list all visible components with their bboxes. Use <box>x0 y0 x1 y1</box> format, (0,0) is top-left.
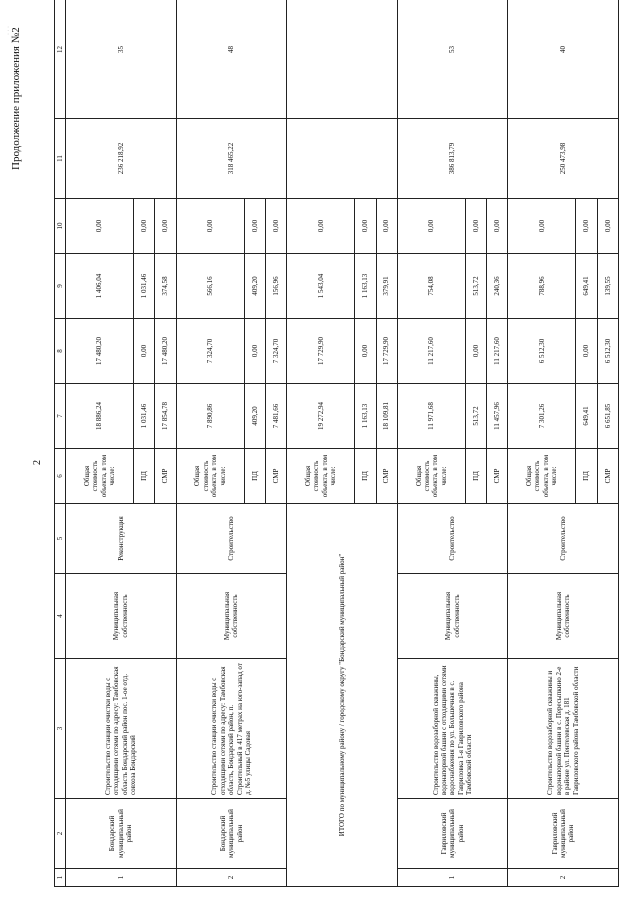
value-cell: 17 729,90 <box>376 319 397 384</box>
value-cell: 0,00 <box>355 319 376 384</box>
value-cell: 0,00 <box>576 319 597 384</box>
object-cell: Строительство водозаборной скважины и водонапорной башни в с. Пересыпкино 2-е в районе ул. Пентелевская д. 181 Гавриловского района Тамбовской области <box>508 659 619 799</box>
data-table <box>54 0 619 887</box>
col-num: 7 <box>55 384 66 449</box>
value-cell: 17 729,90 <box>287 319 355 384</box>
value-cell: 7 301,26 <box>508 384 576 449</box>
cost-type-cell: Общая стоимость объекта, в том числе: <box>397 449 465 504</box>
value-cell: 409,20 <box>244 384 265 449</box>
work-type-cell: Строительство <box>176 504 287 574</box>
ownership-cell: Муниципальная собственность <box>176 574 287 659</box>
row-number: 1 <box>66 869 177 887</box>
value-cell: 6 651,85 <box>597 384 618 449</box>
row-number: 1 <box>397 869 508 887</box>
value-cell: 379,91 <box>376 254 397 319</box>
empty-cell <box>287 119 398 199</box>
work-type-cell: Строительство <box>397 504 508 574</box>
cost-type-cell: СМР <box>265 449 286 504</box>
value-cell: 18 109,81 <box>376 384 397 449</box>
value-cell: 566,16 <box>176 254 244 319</box>
column-number-row <box>55 0 66 887</box>
value-cell: 0,00 <box>465 199 486 254</box>
appendix-title: Продолжение приложения №2 <box>10 27 22 170</box>
cost-type-cell: ПД <box>576 449 597 504</box>
district-cell: Бондарский муниципальный район <box>176 799 287 869</box>
value-cell: 0,00 <box>134 199 155 254</box>
table-row <box>176 0 244 887</box>
col-num: 1 <box>55 869 66 887</box>
value-cell: 6 512,30 <box>508 319 576 384</box>
row-number: 2 <box>176 869 287 887</box>
value-cell: 11 971,68 <box>397 384 465 449</box>
value-cell: 0,00 <box>576 199 597 254</box>
value-cell: 7 324,70 <box>265 319 286 384</box>
district-cell: Бондарский муниципальный район <box>66 799 177 869</box>
ownership-cell: Муниципальная собственность <box>508 574 619 659</box>
col-num: 9 <box>55 254 66 319</box>
value-cell: 240,36 <box>487 254 508 319</box>
district-cell: Гавриловский муниципальный район <box>397 799 508 869</box>
col-num: 5 <box>55 504 66 574</box>
district-cell: Гавриловский муниципальный район <box>508 799 619 869</box>
value-cell: 513,72 <box>465 384 486 449</box>
value-cell: 7 324,70 <box>176 319 244 384</box>
page-number: 2 <box>32 460 43 465</box>
value-cell: 53 <box>397 0 508 119</box>
table-row <box>66 0 134 887</box>
work-type-cell: Реконструкция <box>66 504 177 574</box>
value-cell: 7 890,86 <box>176 384 244 449</box>
object-cell: Строительство водозаборной скважины, водонапорной башни с отходящими сетями водоснабжения по ул. Большечная в с. Гавриловка 1-я Гавриловского района Тамбовской области <box>397 659 508 799</box>
cost-type-cell: Общая стоимость объекта, в том числе: <box>66 449 134 504</box>
faint-header: · · · <box>6 26 12 35</box>
value-cell: 156,96 <box>265 254 286 319</box>
cost-type-cell: СМР <box>597 449 618 504</box>
value-cell: 0,00 <box>508 199 576 254</box>
value-cell: 788,96 <box>508 254 576 319</box>
value-cell: 0,00 <box>355 199 376 254</box>
value-cell: 35 <box>66 0 177 119</box>
value-cell: 374,58 <box>155 254 176 319</box>
object-cell: Строительство станции очистки воды с отходящими сетями по адресу: Тамбовская область, Бондарский район, п. Строительный в 417 метрах на юго-запад от д. №5 улицы Садовая <box>176 659 287 799</box>
table-row <box>397 0 465 887</box>
cost-type-cell: ПД <box>355 449 376 504</box>
col-num: 8 <box>55 319 66 384</box>
value-cell: 11 217,60 <box>487 319 508 384</box>
total-row <box>287 0 355 887</box>
cost-type-cell: Общая стоимость объекта, в том числе: <box>287 449 355 504</box>
value-cell: 6 512,30 <box>597 319 618 384</box>
cost-type-cell: СМР <box>376 449 397 504</box>
value-cell: 409,20 <box>244 254 265 319</box>
value-cell: 1 031,46 <box>134 254 155 319</box>
value-cell: 17 480,20 <box>155 319 176 384</box>
col-num: 6 <box>55 449 66 504</box>
cost-type-cell: СМР <box>487 449 508 504</box>
cost-type-cell: СМР <box>155 449 176 504</box>
col-num: 4 <box>55 574 66 659</box>
value-cell: 0,00 <box>155 199 176 254</box>
value-cell: 250 473,98 <box>508 119 619 199</box>
value-cell: 48 <box>176 0 287 119</box>
cost-type-cell: Общая стоимость объекта, в том числе: <box>508 449 576 504</box>
value-cell: 0,00 <box>176 199 244 254</box>
value-cell: 0,00 <box>376 199 397 254</box>
value-cell: 0,00 <box>397 199 465 254</box>
value-cell: 0,00 <box>244 199 265 254</box>
value-cell: 11 457,96 <box>487 384 508 449</box>
cost-type-cell: ПД <box>465 449 486 504</box>
value-cell: 19 272,94 <box>287 384 355 449</box>
value-cell: 1 406,04 <box>66 254 134 319</box>
col-num: 2 <box>55 799 66 869</box>
value-cell: 0,00 <box>134 319 155 384</box>
table-row <box>508 0 576 887</box>
empty-cell <box>287 0 398 119</box>
value-cell: 0,00 <box>66 199 134 254</box>
value-cell: 0,00 <box>265 199 286 254</box>
value-cell: 40 <box>508 0 619 119</box>
col-num: 3 <box>55 659 66 799</box>
object-cell: Строительство станции очистки воды с отходящими сетями по адресу: Тамбовская область Бондарский район пос. 1-ое отд. совхоза Бондарский <box>66 659 177 799</box>
row-number: 2 <box>508 869 619 887</box>
value-cell: 236 218,92 <box>66 119 177 199</box>
value-cell: 386 813,79 <box>397 119 508 199</box>
value-cell: 0,00 <box>487 199 508 254</box>
value-cell: 1 543,04 <box>287 254 355 319</box>
value-cell: 513,72 <box>465 254 486 319</box>
value-cell: 17 480,20 <box>66 319 134 384</box>
value-cell: 0,00 <box>465 319 486 384</box>
value-cell: 18 886,24 <box>66 384 134 449</box>
value-cell: 649,41 <box>576 254 597 319</box>
value-cell: 0,00 <box>597 199 618 254</box>
value-cell: 0,00 <box>287 199 355 254</box>
col-num: 12 <box>55 0 66 119</box>
cost-type-cell: ПД <box>134 449 155 504</box>
total-label: ИТОГО по муниципальному району / городскому округу "Бондарский муниципальный район" <box>287 504 398 887</box>
ownership-cell: Муниципальная собственность <box>66 574 177 659</box>
value-cell: 318 465,22 <box>176 119 287 199</box>
value-cell: 1 163,13 <box>355 254 376 319</box>
value-cell: 139,55 <box>597 254 618 319</box>
value-cell: 649,41 <box>576 384 597 449</box>
work-type-cell: Строительство <box>508 504 619 574</box>
cost-type-cell: Общая стоимость объекта, в том числе: <box>176 449 244 504</box>
col-num: 11 <box>55 119 66 199</box>
value-cell: 754,08 <box>397 254 465 319</box>
value-cell: 1 163,13 <box>355 384 376 449</box>
value-cell: 7 481,66 <box>265 384 286 449</box>
ownership-cell: Муниципальная собственность <box>397 574 508 659</box>
cost-type-cell: ПД <box>244 449 265 504</box>
col-num: 10 <box>55 199 66 254</box>
value-cell: 1 031,46 <box>134 384 155 449</box>
value-cell: 0,00 <box>244 319 265 384</box>
value-cell: 17 854,78 <box>155 384 176 449</box>
value-cell: 11 217,60 <box>397 319 465 384</box>
